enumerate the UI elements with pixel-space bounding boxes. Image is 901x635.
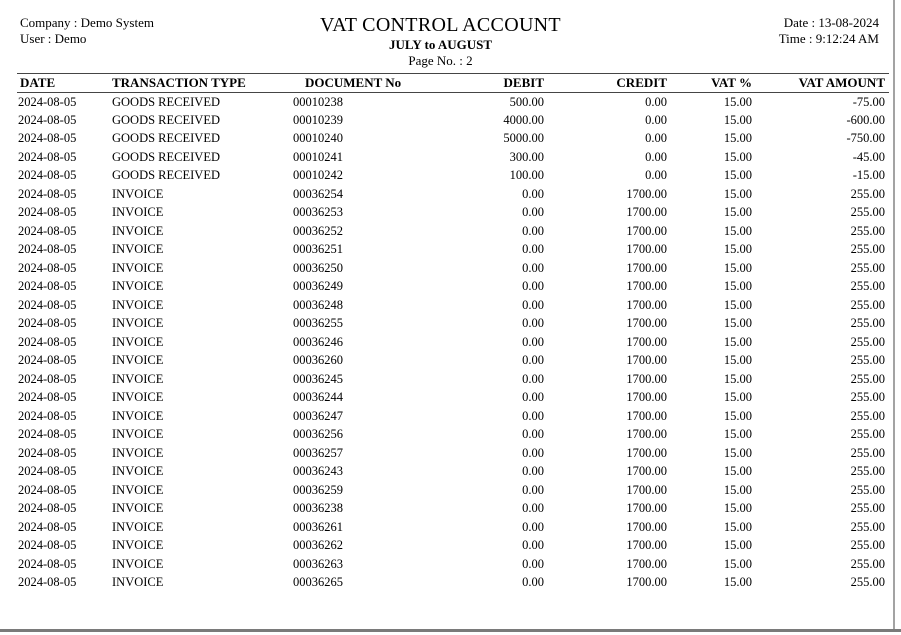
table-row: [17, 278, 889, 297]
report-time: Time : 9:12:24 AM: [778, 30, 879, 46]
cell-debit: 0.00: [522, 464, 544, 479]
cell-vat-percent: 15.00: [723, 94, 752, 109]
cell-credit: 0.00: [645, 94, 667, 109]
cell-credit: 0.00: [645, 112, 667, 127]
cell-debit: 0.00: [522, 408, 544, 423]
cell-credit: 1700.00: [626, 279, 667, 294]
cell-date: 2024-08-05: [18, 223, 77, 238]
cell-transaction-type: INVOICE: [112, 556, 164, 571]
cell-document-no: 00036260: [293, 353, 343, 368]
cell-vat-percent: 15.00: [723, 501, 752, 516]
cell-vat-amount: 255.00: [850, 556, 885, 571]
cell-vat-amount: 255.00: [850, 464, 885, 479]
cell-date: 2024-08-05: [18, 186, 77, 201]
table-row: [17, 111, 889, 130]
cell-debit: 0.00: [522, 445, 544, 460]
table-row: [17, 333, 889, 352]
cell-vat-percent: 15.00: [723, 168, 752, 183]
cell-document-no: 00036263: [293, 556, 343, 571]
cell-credit: 1700.00: [626, 427, 667, 442]
cell-credit: 1700.00: [626, 445, 667, 460]
cell-transaction-type: INVOICE: [112, 519, 164, 534]
cell-vat-amount: 255.00: [850, 186, 885, 201]
cell-vat-percent: 15.00: [723, 464, 752, 479]
table-row: [17, 204, 889, 223]
cell-document-no: 00036253: [293, 205, 343, 220]
cell-debit: 0.00: [522, 260, 544, 275]
cell-debit: 0.00: [522, 353, 544, 368]
cell-document-no: 00036249: [293, 279, 343, 294]
cell-credit: 1700.00: [626, 538, 667, 553]
cell-vat-amount: 255.00: [850, 408, 885, 423]
cell-credit: 0.00: [645, 168, 667, 183]
cell-debit: 0.00: [522, 501, 544, 516]
cell-vat-amount: -45.00: [852, 149, 885, 164]
cell-transaction-type: INVOICE: [112, 186, 164, 201]
cell-transaction-type: GOODS RECEIVED: [112, 168, 220, 183]
table-row: [17, 555, 889, 574]
table-row: [17, 481, 889, 500]
cell-vat-amount: 255.00: [850, 482, 885, 497]
cell-vat-percent: 15.00: [723, 353, 752, 368]
cell-date: 2024-08-05: [18, 334, 77, 349]
title-block: [0, 14, 881, 68]
cell-credit: 1700.00: [626, 353, 667, 368]
company-label: Company : Demo System: [20, 15, 154, 30]
cell-debit: 0.00: [522, 205, 544, 220]
cell-date: 2024-08-05: [18, 408, 77, 423]
cell-vat-amount: 255.00: [850, 575, 885, 590]
cell-debit: 0.00: [522, 538, 544, 553]
cell-date: 2024-08-05: [18, 464, 77, 479]
cell-transaction-type: GOODS RECEIVED: [112, 149, 220, 164]
table-row: [17, 352, 889, 371]
user-label: User : Demo: [20, 30, 87, 46]
cell-vat-amount: 255.00: [850, 501, 885, 516]
table-row: [17, 241, 889, 260]
cell-date: 2024-08-05: [18, 112, 77, 127]
cell-credit: 1700.00: [626, 501, 667, 516]
cell-document-no: 00036238: [293, 501, 343, 516]
cell-date: 2024-08-05: [18, 575, 77, 590]
cell-document-no: 00036261: [293, 519, 343, 534]
cell-vat-amount: 255.00: [850, 445, 885, 460]
cell-document-no: 00010241: [293, 149, 343, 164]
cell-vat-percent: 15.00: [723, 371, 752, 386]
cell-date: 2024-08-05: [18, 260, 77, 275]
cell-credit: 0.00: [645, 149, 667, 164]
report-date: Date : 13-08-2024: [783, 15, 879, 30]
cell-document-no: 00036243: [293, 464, 343, 479]
cell-transaction-type: INVOICE: [112, 334, 164, 349]
cell-date: 2024-08-05: [18, 538, 77, 553]
cell-vat-amount: 255.00: [850, 205, 885, 220]
window-edge-bar: [0, 629, 901, 632]
cell-transaction-type: INVOICE: [112, 408, 164, 423]
cell-document-no: 00036251: [293, 242, 343, 257]
cell-transaction-type: INVOICE: [112, 260, 164, 275]
table-row: [17, 167, 889, 186]
column-header-vat-percent: VAT %: [671, 74, 756, 93]
cell-credit: 1700.00: [626, 519, 667, 534]
cell-transaction-type: INVOICE: [112, 371, 164, 386]
cell-debit: 0.00: [522, 334, 544, 349]
table-row: [17, 444, 889, 463]
cell-vat-amount: 255.00: [850, 223, 885, 238]
table-row: [17, 537, 889, 556]
table-row: [17, 93, 889, 112]
cell-vat-amount: -750.00: [846, 131, 885, 146]
cell-credit: 1700.00: [626, 316, 667, 331]
cell-transaction-type: INVOICE: [112, 427, 164, 442]
cell-date: 2024-08-05: [18, 316, 77, 331]
column-header-transaction-type: TRANSACTION TYPE: [112, 74, 293, 93]
cell-date: 2024-08-05: [18, 482, 77, 497]
table-row: [17, 389, 889, 408]
table-row: [17, 296, 889, 315]
cell-vat-percent: 15.00: [723, 482, 752, 497]
cell-transaction-type: INVOICE: [112, 445, 164, 460]
cell-vat-percent: 15.00: [723, 575, 752, 590]
cell-date: 2024-08-05: [18, 427, 77, 442]
cell-document-no: 00036245: [293, 371, 343, 386]
cell-credit: 1700.00: [626, 556, 667, 571]
cell-vat-amount: 255.00: [850, 390, 885, 405]
cell-debit: 0.00: [522, 556, 544, 571]
cell-document-no: 00036262: [293, 538, 343, 553]
cell-debit: 500.00: [509, 94, 544, 109]
column-header-vat-amount: VAT AMOUNT: [756, 74, 889, 93]
page-number: Page No. : 2: [408, 53, 473, 68]
cell-debit: 0.00: [522, 186, 544, 201]
table-row: [17, 500, 889, 519]
cell-document-no: 00036250: [293, 260, 343, 275]
cell-date: 2024-08-05: [18, 519, 77, 534]
report-table-body: [17, 93, 889, 593]
cell-vat-amount: 255.00: [850, 427, 885, 442]
table-row: [17, 574, 889, 593]
cell-document-no: 00036256: [293, 427, 343, 442]
cell-transaction-type: INVOICE: [112, 538, 164, 553]
cell-transaction-type: INVOICE: [112, 464, 164, 479]
table-row: [17, 315, 889, 334]
table-header-row: [17, 74, 889, 93]
cell-debit: 100.00: [509, 168, 544, 183]
cell-credit: 1700.00: [626, 242, 667, 257]
cell-transaction-type: INVOICE: [112, 390, 164, 405]
cell-transaction-type: INVOICE: [112, 482, 164, 497]
cell-vat-percent: 15.00: [723, 205, 752, 220]
cell-credit: 1700.00: [626, 223, 667, 238]
cell-debit: 0.00: [522, 242, 544, 257]
cell-credit: 1700.00: [626, 408, 667, 423]
datetime-block: [779, 15, 879, 46]
column-header-debit: DEBIT: [450, 74, 548, 93]
cell-vat-percent: 15.00: [723, 149, 752, 164]
cell-date: 2024-08-05: [18, 242, 77, 257]
table-row: [17, 130, 889, 149]
cell-date: 2024-08-05: [18, 556, 77, 571]
cell-credit: 0.00: [645, 131, 667, 146]
cell-debit: 300.00: [509, 149, 544, 164]
cell-vat-amount: -600.00: [846, 112, 885, 127]
cell-date: 2024-08-05: [18, 279, 77, 294]
cell-vat-percent: 15.00: [723, 242, 752, 257]
cell-document-no: 00010240: [293, 131, 343, 146]
cell-transaction-type: INVOICE: [112, 297, 164, 312]
cell-date: 2024-08-05: [18, 371, 77, 386]
column-header-document-no: DOCUMENT No: [293, 74, 450, 93]
table-row: [17, 518, 889, 537]
cell-debit: 0.00: [522, 482, 544, 497]
cell-debit: 0.00: [522, 371, 544, 386]
table-row: [17, 370, 889, 389]
cell-document-no: 00036248: [293, 297, 343, 312]
cell-transaction-type: INVOICE: [112, 223, 164, 238]
cell-debit: 0.00: [522, 519, 544, 534]
page-edge-line: [893, 0, 895, 630]
cell-document-no: 00036255: [293, 316, 343, 331]
cell-transaction-type: GOODS RECEIVED: [112, 94, 220, 109]
cell-document-no: 00036257: [293, 445, 343, 460]
cell-transaction-type: INVOICE: [112, 242, 164, 257]
cell-debit: 0.00: [522, 223, 544, 238]
cell-debit: 0.00: [522, 316, 544, 331]
cell-date: 2024-08-05: [18, 353, 77, 368]
cell-vat-percent: 15.00: [723, 556, 752, 571]
cell-document-no: 00036265: [293, 575, 343, 590]
cell-date: 2024-08-05: [18, 131, 77, 146]
cell-credit: 1700.00: [626, 482, 667, 497]
cell-transaction-type: INVOICE: [112, 501, 164, 516]
cell-debit: 0.00: [522, 279, 544, 294]
cell-document-no: 00010239: [293, 112, 343, 127]
cell-vat-amount: 255.00: [850, 371, 885, 386]
cell-vat-amount: 255.00: [850, 242, 885, 257]
cell-document-no: 00036259: [293, 482, 343, 497]
vat-report-table: [17, 73, 889, 592]
cell-credit: 1700.00: [626, 186, 667, 201]
cell-credit: 1700.00: [626, 205, 667, 220]
cell-vat-amount: 255.00: [850, 316, 885, 331]
cell-transaction-type: GOODS RECEIVED: [112, 112, 220, 127]
cell-vat-percent: 15.00: [723, 279, 752, 294]
cell-credit: 1700.00: [626, 260, 667, 275]
cell-vat-percent: 15.00: [723, 427, 752, 442]
cell-vat-percent: 15.00: [723, 223, 752, 238]
cell-vat-percent: 15.00: [723, 445, 752, 460]
cell-transaction-type: INVOICE: [112, 353, 164, 368]
table-row: [17, 426, 889, 445]
cell-date: 2024-08-05: [18, 297, 77, 312]
cell-vat-percent: 15.00: [723, 519, 752, 534]
cell-date: 2024-08-05: [18, 94, 77, 109]
table-row: [17, 259, 889, 278]
cell-vat-percent: 15.00: [723, 297, 752, 312]
cell-debit: 5000.00: [503, 131, 544, 146]
table-row: [17, 463, 889, 482]
cell-vat-amount: -15.00: [852, 168, 885, 183]
table-row: [17, 148, 889, 167]
cell-vat-percent: 15.00: [723, 186, 752, 201]
cell-document-no: 00036244: [293, 390, 343, 405]
cell-vat-percent: 15.00: [723, 408, 752, 423]
cell-vat-percent: 15.00: [723, 112, 752, 127]
cell-date: 2024-08-05: [18, 205, 77, 220]
report-period: JULY to AUGUST: [388, 37, 493, 52]
cell-transaction-type: INVOICE: [112, 279, 164, 294]
cell-debit: 0.00: [522, 390, 544, 405]
cell-date: 2024-08-05: [18, 445, 77, 460]
cell-document-no: 00010242: [293, 168, 343, 183]
cell-credit: 1700.00: [626, 334, 667, 349]
cell-debit: 0.00: [522, 575, 544, 590]
cell-document-no: 00036247: [293, 408, 343, 423]
cell-vat-percent: 15.00: [723, 334, 752, 349]
cell-vat-amount: 255.00: [850, 260, 885, 275]
table-header: [17, 74, 889, 93]
cell-vat-percent: 15.00: [723, 538, 752, 553]
cell-date: 2024-08-05: [18, 168, 77, 183]
table-row: [17, 185, 889, 204]
cell-credit: 1700.00: [626, 371, 667, 386]
report-title: VAT CONTROL ACCOUNT: [320, 14, 561, 36]
cell-date: 2024-08-05: [18, 390, 77, 405]
cell-transaction-type: INVOICE: [112, 205, 164, 220]
cell-vat-amount: 255.00: [850, 297, 885, 312]
cell-document-no: 00036252: [293, 223, 343, 238]
table-row: [17, 222, 889, 241]
cell-debit: 4000.00: [503, 112, 544, 127]
cell-credit: 1700.00: [626, 297, 667, 312]
cell-vat-percent: 15.00: [723, 131, 752, 146]
cell-document-no: 00010238: [293, 94, 343, 109]
cell-date: 2024-08-05: [18, 149, 77, 164]
column-header-date: DATE: [17, 74, 112, 93]
cell-credit: 1700.00: [626, 575, 667, 590]
cell-vat-amount: 255.00: [850, 334, 885, 349]
cell-date: 2024-08-05: [18, 501, 77, 516]
table-row: [17, 407, 889, 426]
cell-vat-amount: -75.00: [852, 94, 885, 109]
cell-document-no: 00036254: [293, 186, 343, 201]
cell-vat-percent: 15.00: [723, 260, 752, 275]
cell-vat-amount: 255.00: [850, 519, 885, 534]
cell-vat-percent: 15.00: [723, 316, 752, 331]
cell-debit: 0.00: [522, 427, 544, 442]
cell-transaction-type: INVOICE: [112, 575, 164, 590]
cell-credit: 1700.00: [626, 390, 667, 405]
cell-vat-percent: 15.00: [723, 390, 752, 405]
cell-transaction-type: INVOICE: [112, 316, 164, 331]
cell-vat-amount: 255.00: [850, 538, 885, 553]
column-header-credit: CREDIT: [548, 74, 671, 93]
cell-vat-amount: 255.00: [850, 353, 885, 368]
cell-transaction-type: GOODS RECEIVED: [112, 131, 220, 146]
cell-document-no: 00036246: [293, 334, 343, 349]
cell-vat-amount: 255.00: [850, 279, 885, 294]
cell-debit: 0.00: [522, 297, 544, 312]
cell-credit: 1700.00: [626, 464, 667, 479]
